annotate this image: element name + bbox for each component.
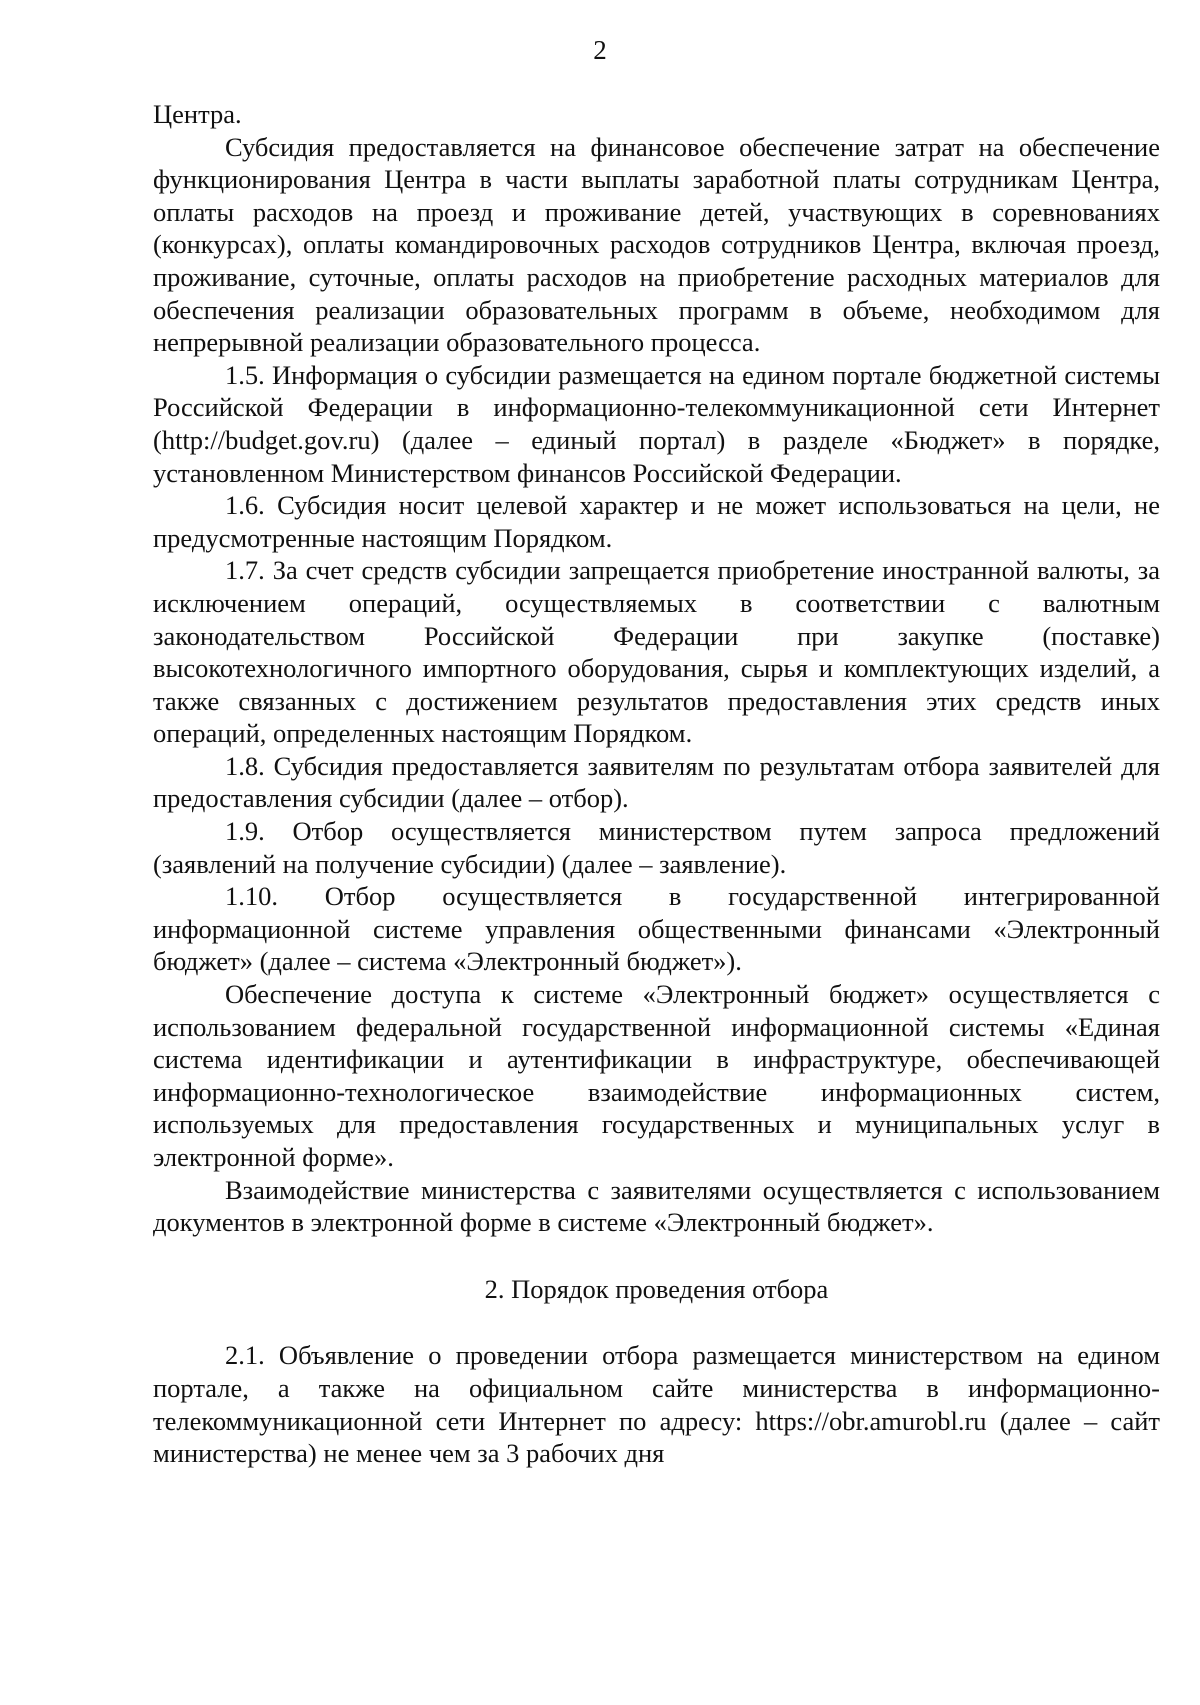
section-heading: 2. Порядок проведения отбора [484, 1273, 829, 1304]
document-body [153, 98, 1160, 1470]
page-number: 2 [593, 35, 607, 65]
paragraph-1-7: 1.7. За счет средств субсидии запрещается приобретение иностранной валюты, за исключением операций, осуществляемых в соответствии с валютным законодательством Российской Федерации при закупке (поставке) высокотехнологичного импортного оборудования, сырья и комплектующих изделий, а также связанных с достижением результатов предоставления этих средств иных операций, определенных настоящим Порядком. [153, 555, 1160, 749]
paragraph-continuation: Центра. [153, 99, 242, 129]
paragraph-2-1: 2.1. Объявление о проведении отбора размещается министерством на едином портале, а также на официальном сайте министерства в информационно-телекоммуникационной сети Интернет по адресу: https://obr.amurobl.ru (далее – сайт министерства) не менее чем за 3 рабочих дня [153, 1340, 1160, 1469]
paragraph-1-10: 1.10. Отбор осуществляется в государственной интегрированной информационной системе управления общественными финансами «Электронный бюджет» (далее – система «Электронный бюджет»). [153, 881, 1160, 977]
paragraph-1-6: 1.6. Субсидия носит целевой характер и не может использоваться на цели, не предусмотренные настоящим Порядком. [153, 490, 1160, 553]
paragraph-1-5: 1.5. Информация о субсидии размещается на едином портале бюджетной системы Российской Федерации в информационно-телекоммуникационной сети Интернет (http://budget.gov.ru) (далее – единый портал) в разделе «Бюджет» в порядке, установленном Министерством финансов Российской Федерации. [153, 359, 1160, 488]
paragraph-1-8: 1.8. Субсидия предоставляется заявителям по результатам отбора заявителей для предоставления субсидии (далее – отбор). [153, 750, 1160, 814]
paragraph-subsidy-purpose: Субсидия предоставляется на финансовое обеспечение затрат на обеспечение функционирования Центра в части выплаты заработной платы сотрудникам Центра, оплаты расходов на проезд и проживание детей, участвующих в соревнованиях (конкурсах), оплаты командировочных расходов сотрудников Центра, включая проезд, проживание, суточные, оплаты расходов на приобретение расходных материалов для обеспечения реализации образовательных программ в объеме, необходимом для непрерывной реализации образовательного процесса. [153, 131, 1160, 358]
paragraph-interaction: Взаимодействие министерства с заявителями осуществляется с использованием документов в электронной форме в системе «Электронный бюджет». [153, 1174, 1160, 1238]
paragraph-1-9: 1.9. Отбор осуществляется министерством путем запроса предложений (заявлений на получение субсидии) (далее – заявление). [153, 816, 1160, 879]
paragraph-access: Обеспечение доступа к системе «Электронный бюджет» осуществляется с использованием федеральной государственной информационной системы «Единая система идентификации и аутентификации в инфраструктуре, обеспечивающей информационно-технологическое взаимодействие информационных систем, используемых для предоставления государственных и муниципальных услуг в электронной форме». [153, 979, 1160, 1172]
